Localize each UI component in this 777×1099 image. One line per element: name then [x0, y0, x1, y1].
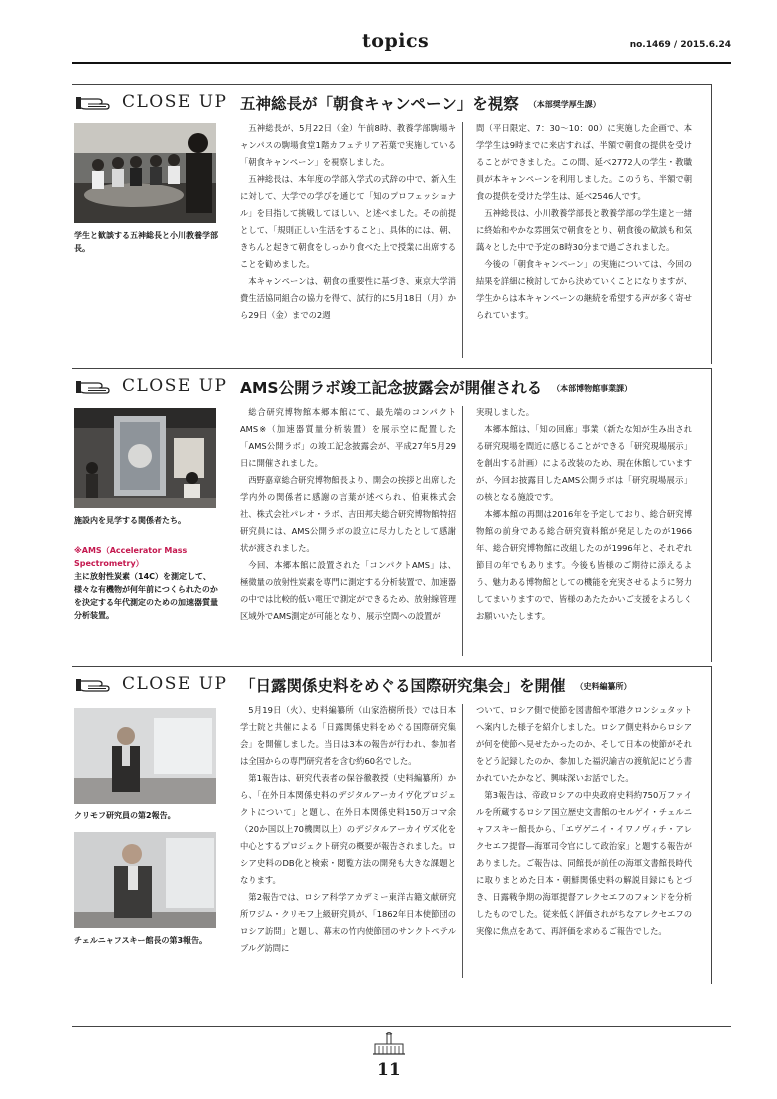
paragraph: 今後の「朝食キャンペーン」の実施については、今回の結果を詳細に検討してから決めていくことになりますが、学生からは本キャンペーンの継続を希望する声が多く寄せられています。 [476, 259, 692, 320]
article-right-rule [711, 666, 712, 984]
chernyavsky-photo [74, 832, 216, 928]
column-divider [462, 122, 463, 358]
article-top-rule [72, 84, 712, 85]
department-label: （史料編纂所） [575, 682, 632, 691]
column-divider [462, 406, 463, 656]
photo-caption: チェルニャフスキー館長の第3報告。 [74, 936, 208, 945]
pointing-hand-icon [76, 675, 116, 693]
article-right-rule [711, 368, 712, 662]
article-column-left [240, 404, 456, 625]
paragraph: 総合研究博物館本郷本館にて、最先端のコンパクトAMS※（加速器質量分析装置）を展示空に配置した「AMS公開ラボ」の竣工記念披露会が、平成27年5月29日に開催されました。 [240, 407, 456, 468]
article-title: AMS公開ラボ竣工記念披露会が開催される （本部博物館事業課） [240, 379, 633, 397]
paragraph: 西野嘉章総合研究博物館長より、開会の挨拶と出席した学内外の関係者に感謝の言葉が述べられ、伯東株式会社、株式会社パレオ・ラボ、吉田邦夫総合研究博物館特招研究員には、AMS公開ラボの設立に尽力したとして感謝状が渡されました。 [240, 475, 456, 553]
department-label: （本部博物館事業課） [552, 384, 633, 393]
footer-rule [72, 1026, 731, 1027]
paragraph: 本郷本館は、「知の回廊」事業（新たな知が生み出される研究現場を間近に感じることができる「研究現場展示」を創出する計画）による改装のため、現在休館していますが、今回お披露目したAMS公開ラボは「研究現場展示」の核となる施設です。 [476, 424, 692, 502]
breakfast-photo [74, 123, 216, 223]
paragraph: 本郷本館の再開は2016年を予定しており、総合研究博物館の前身である総合研究資料館が発足したのが1966年、総合研究博物館に改組したのが1996年と、それぞれ節目の年でもあります。今後も皆様のご期待に添えるよう、魅力ある博物館としての機能を充実させるように努力してまいりますので、皆様のあたたかいご支援をよろしくお願いいたします。 [476, 509, 692, 621]
paragraph: ついて、ロシア側で使節を図書館や軍港クロンシュタットへ案内した様子を紹介しました。ロシア側史料からロシアが何を使節へ見せたかったのか、そして日本の使節がそれをどう記録したのか、参加した福沢諭吉の渡航記にどう書かれていたかなど、興味深いお話でした。 [476, 705, 692, 783]
header-rule [72, 62, 731, 64]
article-column-right [476, 120, 692, 324]
photo-caption: 施設内を見学する関係者たち。 [74, 516, 186, 525]
closeup-banner [76, 92, 227, 112]
paragraph: 五神総長は、本年度の学部入学式の式辞の中で、新入生に対して、大学での学びを通じて「知のプロフェッショナル」を目指して挑戦してほしい、と述べました。その前提として、「規則正しい生活をすること」、具体的には、朝、きちんと起きて朝食をしっかり食べた上で授業に出席することを勧めました。 [240, 174, 456, 269]
closeup-banner [76, 376, 227, 396]
closeup-label: CLOSE UP [122, 376, 228, 396]
pointing-hand-icon [76, 377, 116, 395]
article-column-right [476, 404, 692, 625]
issue-info: no.1469 / 2015.6.24 [629, 40, 731, 50]
paragraph: 五神総長が、5月22日（金）午前8時、教養学部駒場キャンパスの駒場食堂1階カフェテリア若葉で実施している「朝食キャンペーン」を視察しました。 [240, 123, 456, 167]
paragraph: 今回、本郷本館に設置された「コンパクトAMS」は、極微量の放射性炭素を専門に測定する分析装置で、加速器の中では比較的低い電圧で測定ができるため、放射線管理区域外でAMS測定が可能となり、展示空間への設置が [240, 560, 456, 621]
article-title: 「日露関係史料をめぐる国際研究集会」を開催 （史料編纂所） [240, 677, 632, 695]
article-ams-lab [72, 368, 712, 662]
article-column-right [476, 702, 692, 940]
article-top-rule [72, 666, 712, 667]
photo-caption: クリモフ研究員の第2報告。 [74, 811, 176, 820]
footnote-body: 主に放射性炭素（14C）を測定して、様々な有機物が何年前につくられたのかを決定する年代測定のための加速器質量分析装置。 [74, 572, 218, 620]
ams-lab-photo [74, 408, 216, 508]
closeup-label: CLOSE UP [122, 674, 228, 694]
paragraph: 実現しました。 [476, 407, 535, 417]
ams-footnote [74, 544, 220, 622]
page-number: 11 [377, 1060, 401, 1080]
paragraph: 第3報告は、帝政ロシアの中央政府史料約750万ファイルを所蔵するロシア国立歴史文書館のセルゲイ・チェルニャフスキー館長から、「エヴゲニイ・イワノヴィチ・アレクセエフ提督―海軍司令官にして政治家」と題する報告がありました。ご報告は、同館長が前任の海軍文書館長時代に取りまとめた日本・朝鮮関係史料の解説目録にもとづき、日露戦争期の海軍提督アレクセエフのフォンドを分析したものでした。従来低く評価されがちなアレクセエフの実像に焦点をあて、再評価を求めるご報告でした。 [476, 790, 692, 936]
klimov-photo [74, 708, 216, 804]
photo-caption: 学生と歓談する五神総長と小川教養学部長。 [74, 231, 218, 253]
article-breakfast-campaign [72, 84, 712, 364]
closeup-banner [76, 674, 227, 694]
closeup-label: CLOSE UP [122, 92, 228, 112]
paragraph: 五神総長は、小川教養学部長と教養学部の学生達と一緒に終始和やかな雰囲気で朝食をとり、朝食後の歓談も和気藹々とした中で予定の8時30分まで過ごされました。 [476, 208, 692, 252]
section-title: topics [362, 30, 430, 52]
paragraph: 第1報告は、研究代表者の保谷徹教授（史料編纂所）から、「在外日本関係史料のデジタルアーカイヴ化プロジェクトについて」と題し、在外日本関係史料150万コマ余（20か国以上70機関以上）のデジタルアーカイヴズ化を中心とするプロジェクト研究の概要が報告されました。ロシア史料のDB化と検索・閲覧方法の開発も大きな課題となります。 [240, 773, 456, 885]
article-title: 五神総長が「朝食キャンペーン」を視察 （本部奨学厚生課） [240, 95, 601, 113]
article-japan-russia-conference [72, 666, 712, 984]
article-column-left [240, 702, 456, 957]
pointing-hand-icon [76, 93, 116, 111]
column-divider [462, 704, 463, 978]
yasuda-auditorium-icon [373, 1032, 405, 1060]
paragraph: 間（平日限定、7：30～10：00）に実施した企画で、本学学生は9時までに来店すれば、半額で朝食の提供を受けることができました。この間、延べ2772人の学生・教職員が本キャンペーンを利用しました。このうち、半額で朝食の提供を受けた学生は、延べ2546人です。 [476, 123, 692, 201]
footnote-heading: ※AMS（Accelerator Mass Spectrometry） [74, 546, 188, 568]
department-label: （本部奨学厚生課） [528, 100, 601, 109]
paragraph: 本キャンペーンは、朝食の重要性に基づき、東京大学消費生活協同組合の協力を得て、試行的に5月18日（月）から29日（金）までの2週 [240, 276, 456, 320]
paragraph: 第2報告では、ロシア科学アカデミー東洋古籍文献研究所ワジム・クリモフ上級研究員が、「1862年日本使節団のロシア訪問」と題し、幕末の竹内使節団のサンクトペテルブルグ訪問に [240, 892, 456, 953]
article-column-left [240, 120, 456, 324]
paragraph: 5月19日（火）、史料編纂所（山家浩樹所長）では日本学士院と共催による「日露関係史料をめぐる国際研究集会」を開催しました。当日は3本の報告が行われ、参加者は全国からの専門研究者を含む約60名でした。 [240, 705, 456, 766]
article-top-rule [72, 368, 712, 369]
article-right-rule [711, 84, 712, 364]
